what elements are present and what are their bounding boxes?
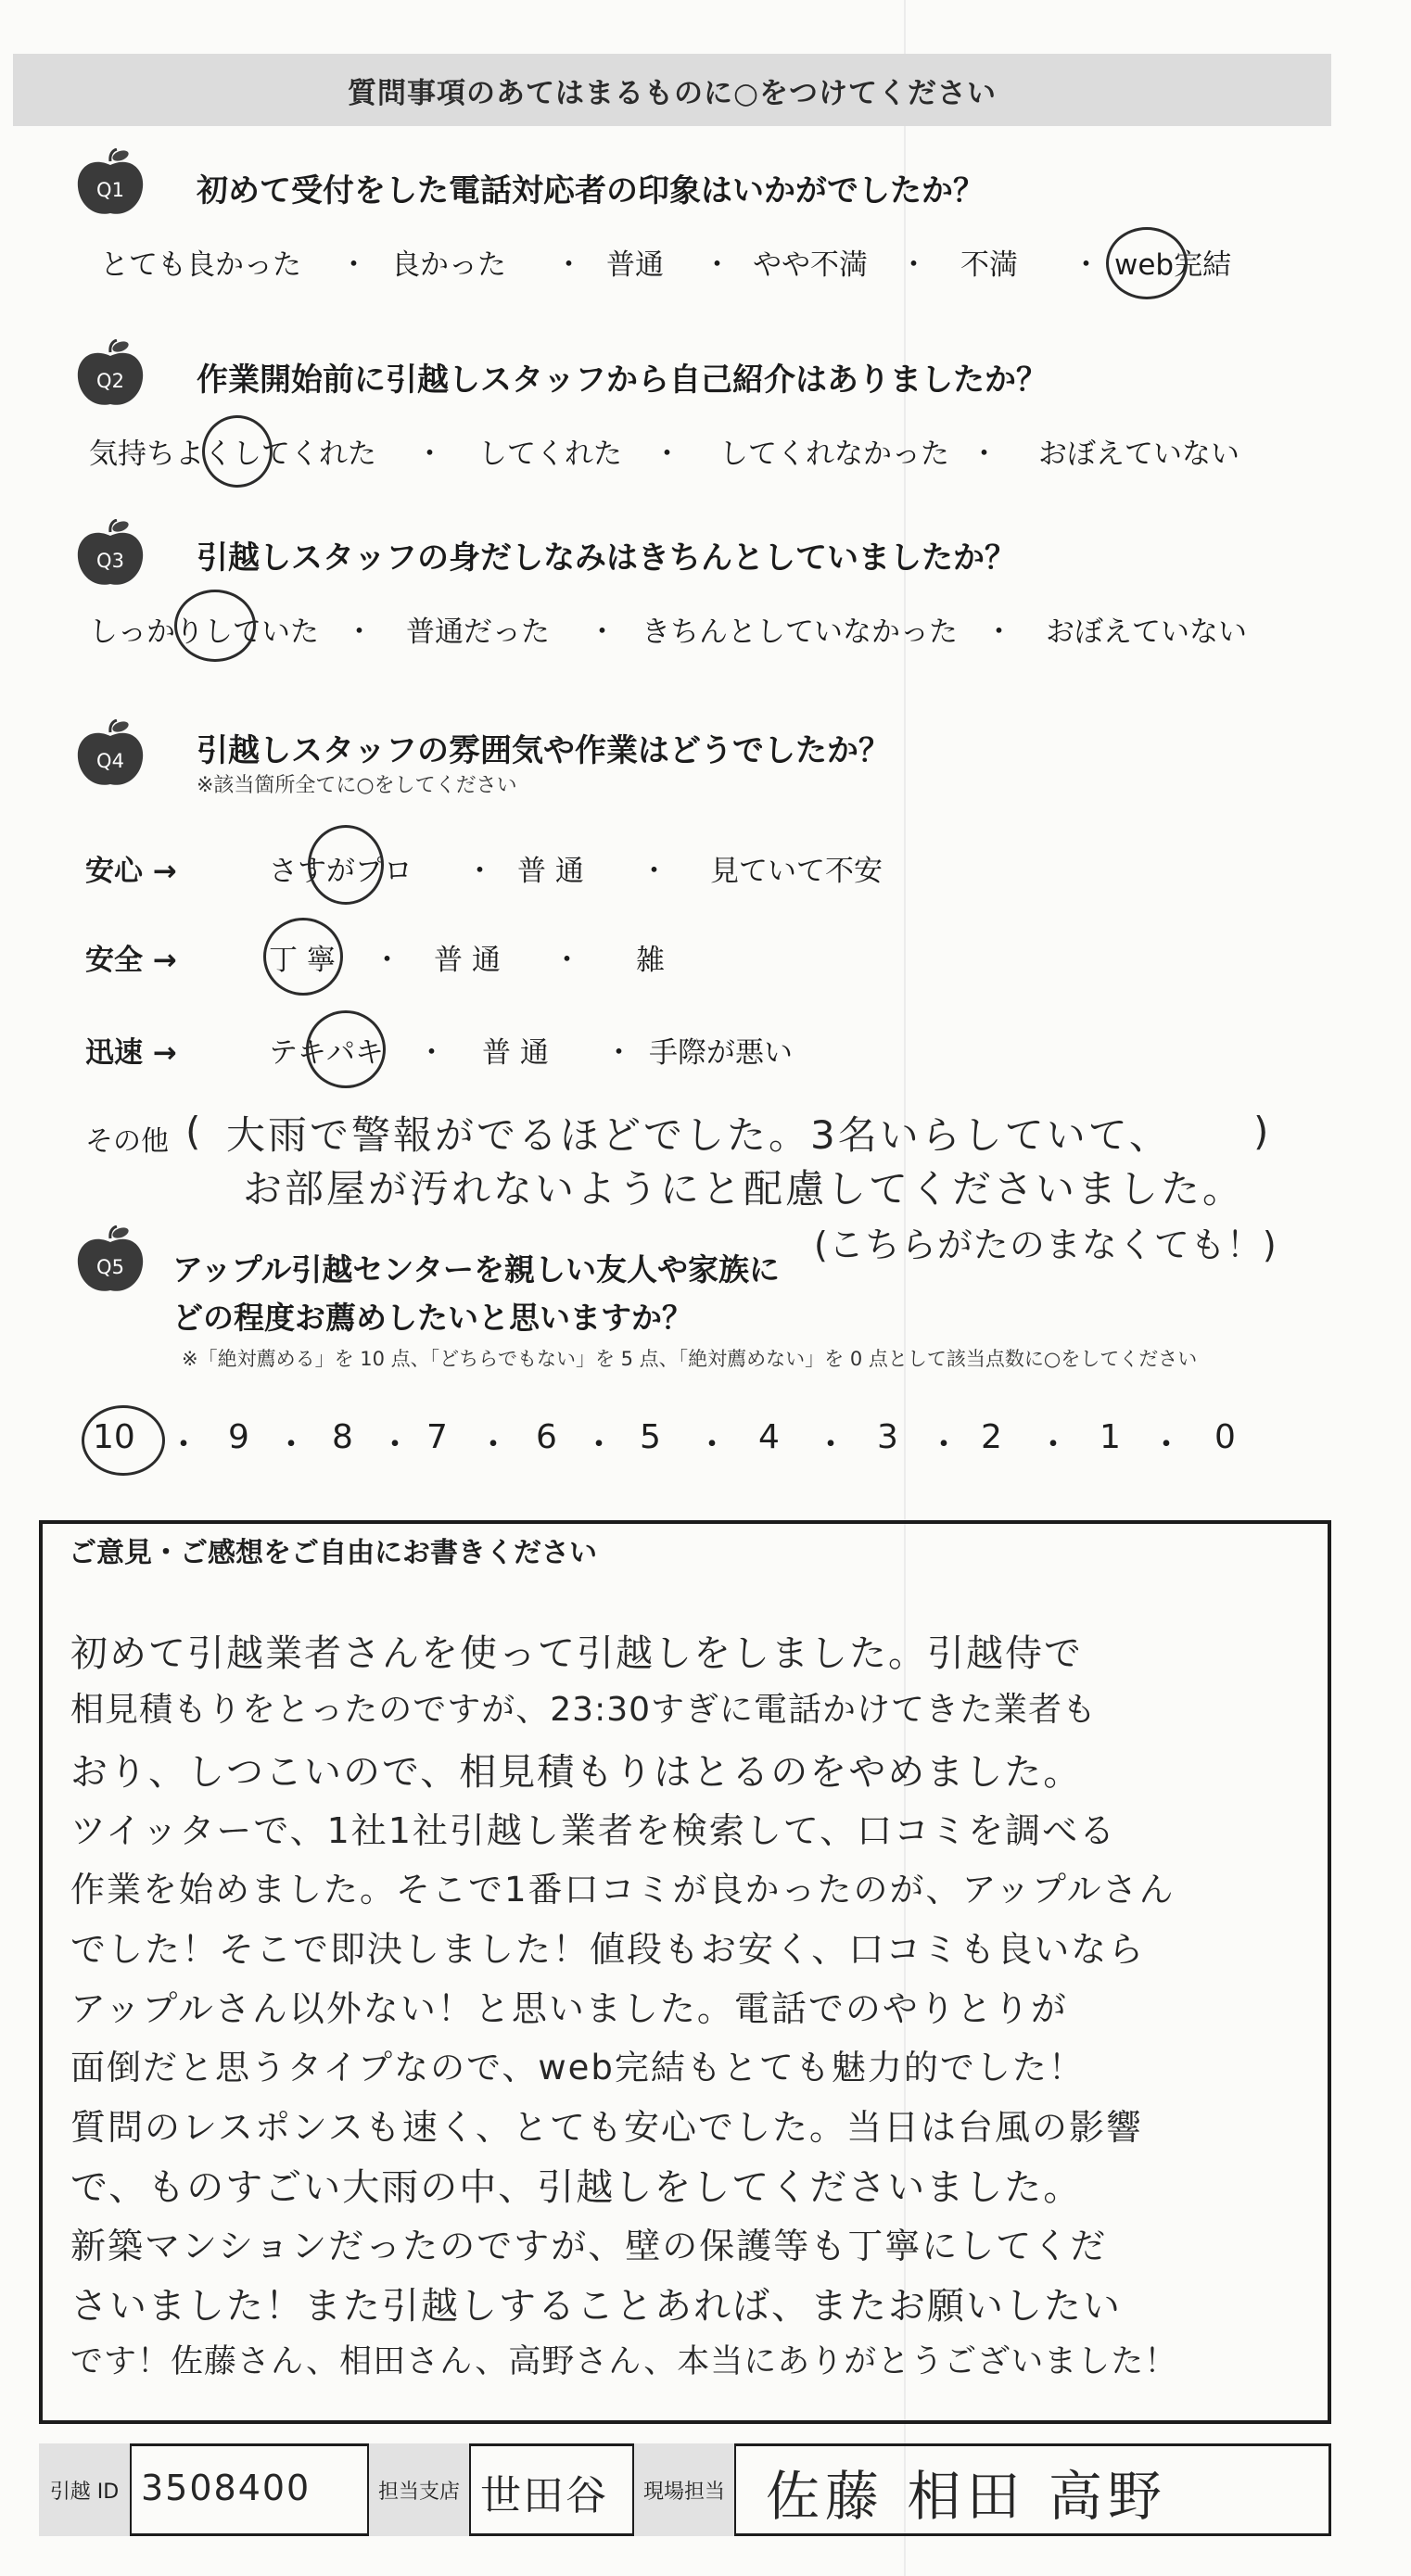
- comment-line-1: 初めて引越業者さんを使って引越しをしました。引越侍で: [70, 1632, 1083, 1675]
- comment-line-8: 面倒だと思うタイプなので、web完結もとても魅力的でした！: [70, 2048, 1085, 2087]
- q4-title: 引越しスタッフの雰囲気や作業はどうでしたか？: [197, 732, 890, 769]
- q5-score-6[interactable]: 6: [536, 1418, 557, 1456]
- q4-row-3-option-2[interactable]: 普 通: [482, 1036, 549, 1070]
- q5-score-7[interactable]: 7: [426, 1418, 448, 1456]
- q4-other-line-3: (こちらがたのまなくても！): [814, 1225, 1278, 1265]
- q2-title: 作業開始前に引越しスタッフから自己紹介はありましたか？: [197, 362, 1048, 399]
- header-title: 質問事項のあてはまるものに○をつけてください: [347, 76, 998, 110]
- q1-option-3[interactable]: 普通: [606, 248, 664, 282]
- q2-selection-circle: [202, 415, 273, 488]
- q3-option-2[interactable]: 普通だった: [406, 615, 550, 649]
- q4-row-2-option-1[interactable]: 丁 寧: [269, 944, 336, 977]
- svg-text:Q4: Q4: [96, 750, 124, 772]
- id-label: 引越 ID: [39, 2443, 132, 2536]
- q2-option-4[interactable]: おぼえていない: [1038, 438, 1239, 471]
- q1-option-5[interactable]: 不満: [960, 248, 1018, 282]
- q3-option-4[interactable]: おぼえていない: [1046, 615, 1247, 649]
- id-value: 3508400: [141, 2468, 311, 2508]
- comment-line-10: で、ものすごい大雨の中、引越しをしてくださいました。: [70, 2166, 1083, 2209]
- q4-apple-icon: [72, 719, 148, 790]
- comment-line-5: 作業を始めました。そこで1番口コミが良かったのが、アップルさん: [70, 1870, 1176, 1910]
- q5-note: ※「絶対薦める」を 10 点、「どちらでもない」を 5 点、「絶対薦めない」を 0 点として該当点数に○をしてください: [182, 1348, 1198, 1370]
- q2-option-2[interactable]: してくれた: [478, 438, 622, 471]
- q1-title: 初めて受付をした電話対応者の印象はいかがでしたか？: [197, 172, 985, 209]
- q5-score-2[interactable]: 2: [981, 1418, 1002, 1456]
- q5-title-line-2: どの程度お薦めしたいと思いますか？: [172, 1300, 693, 1336]
- q5-score-8[interactable]: 8: [332, 1418, 353, 1456]
- q4-other-label: その他: [85, 1125, 169, 1158]
- q1-option-4[interactable]: やや不満: [753, 248, 868, 282]
- q5-score-3[interactable]: 3: [877, 1418, 898, 1456]
- q4-row-2-option-3[interactable]: 雑: [636, 944, 665, 977]
- comment-line-9: 質問のレスポンスも速く、とても安心でした。当日は台風の影響: [70, 2107, 1143, 2148]
- q2-apple-icon: [72, 339, 148, 410]
- q2-option-3[interactable]: してくれなかった: [719, 438, 949, 471]
- q4-row-3-selection-circle: [306, 1010, 386, 1088]
- q4-other-open-paren: (: [185, 1109, 203, 1154]
- q4-row-1-option-2[interactable]: 普 通: [517, 855, 584, 888]
- branch-label: 担当支店: [369, 2443, 471, 2536]
- q4-other-close-paren: ): [1253, 1109, 1271, 1154]
- svg-text:Q5: Q5: [96, 1256, 124, 1278]
- svg-text:Q2: Q2: [96, 370, 124, 392]
- svg-text:Q1: Q1: [96, 179, 124, 201]
- comment-line-7: アップルさん以外ない！と思いました。電話でのやりとりが: [70, 1988, 1068, 2029]
- comment-line-2: 相見積もりをとったのですが、23:30すぎに電話かけてきた業者も: [70, 1691, 1098, 1729]
- comment-line-4: ツイッターで、1社1社引越し業者を検索して、口コミを調べる: [70, 1810, 1117, 1851]
- instructions-header: [13, 54, 1331, 126]
- comment-line-6: でした！そこで即決しました！値段もお安く、口コミも良いなら: [70, 1929, 1146, 1970]
- q5-score-4[interactable]: 4: [758, 1418, 780, 1456]
- q5-selection-circle: [82, 1405, 165, 1476]
- q4-row-1-option-3[interactable]: 見ていて不安: [710, 855, 883, 888]
- q3-option-1[interactable]: しっかりしていた: [89, 615, 319, 649]
- q5-score-1[interactable]: 1: [1100, 1418, 1121, 1456]
- comments-title: ご意見・ご感想をご自由にお書きください: [69, 1537, 597, 1569]
- q4-row-2-label: 安全 →: [85, 944, 177, 977]
- q3-selection-circle: [174, 590, 256, 662]
- q3-apple-icon: [72, 519, 148, 590]
- staff-value: 佐藤 相田 高野: [766, 2465, 1167, 2528]
- q4-row-1-option-1[interactable]: さすがプロ: [269, 855, 413, 888]
- q2-option-1[interactable]: 気持ちよくしてくれた: [89, 438, 376, 471]
- comment-line-12: さいました！また引越しすることあれば、またお願いしたい: [70, 2285, 1122, 2328]
- svg-text:Q3: Q3: [96, 550, 124, 572]
- q5-apple-icon: [72, 1225, 148, 1296]
- q4-note: ※該当箇所全てに○をしてください: [197, 774, 517, 797]
- q4-row-3-option-3[interactable]: 手際が悪い: [649, 1036, 793, 1070]
- q5-title-line-1: アップル引越センターを親しい友人や家族に: [172, 1251, 781, 1288]
- q4-other-line-2: お部屋が汚れないようにと配慮してくださいました。: [243, 1166, 1245, 1212]
- q1-apple-icon: [72, 148, 148, 219]
- q1-option-2[interactable]: 良かった: [391, 248, 506, 282]
- q5-score-5[interactable]: 5: [640, 1418, 661, 1456]
- q4-row-1-label: 安心 →: [85, 855, 177, 888]
- q1-selection-circle: [1106, 227, 1188, 299]
- q1-option-6[interactable]: web完結: [1114, 248, 1232, 282]
- q5-score-0[interactable]: 0: [1214, 1418, 1236, 1456]
- staff-label: 現場担当: [634, 2443, 736, 2536]
- comment-line-3: おり、しつこいので、相見積もりはとるのをやめました。: [70, 1751, 1083, 1794]
- q4-row-2-selection-circle: [263, 918, 343, 996]
- q5-score-10[interactable]: 10: [93, 1418, 135, 1456]
- q1-option-1[interactable]: とても良かった: [100, 248, 301, 282]
- branch-value: 世田谷: [480, 2472, 608, 2519]
- q4-row-1-selection-circle: [308, 825, 384, 905]
- q4-row-2-option-2[interactable]: 普 通: [434, 944, 501, 977]
- comment-line-11: 新築マンションだったのですが、壁の保護等も丁寧にしてくだ: [70, 2226, 1108, 2266]
- q4-other-line-1: 大雨で警報がでるほどでした。3名いらしていて、: [226, 1112, 1171, 1158]
- q3-title: 引越しスタッフの身だしなみはきちんとしていましたか？: [197, 539, 1016, 577]
- q3-option-3[interactable]: きちんとしていなかった: [642, 615, 958, 649]
- q4-row-3-label: 迅速 →: [85, 1036, 177, 1070]
- comment-line-13: です！佐藤さん、相田さん、高野さん、本当にありがとうございました！: [70, 2343, 1178, 2380]
- q4-row-3-option-1[interactable]: テキパキ: [269, 1036, 384, 1070]
- q5-score-9[interactable]: 9: [228, 1418, 249, 1456]
